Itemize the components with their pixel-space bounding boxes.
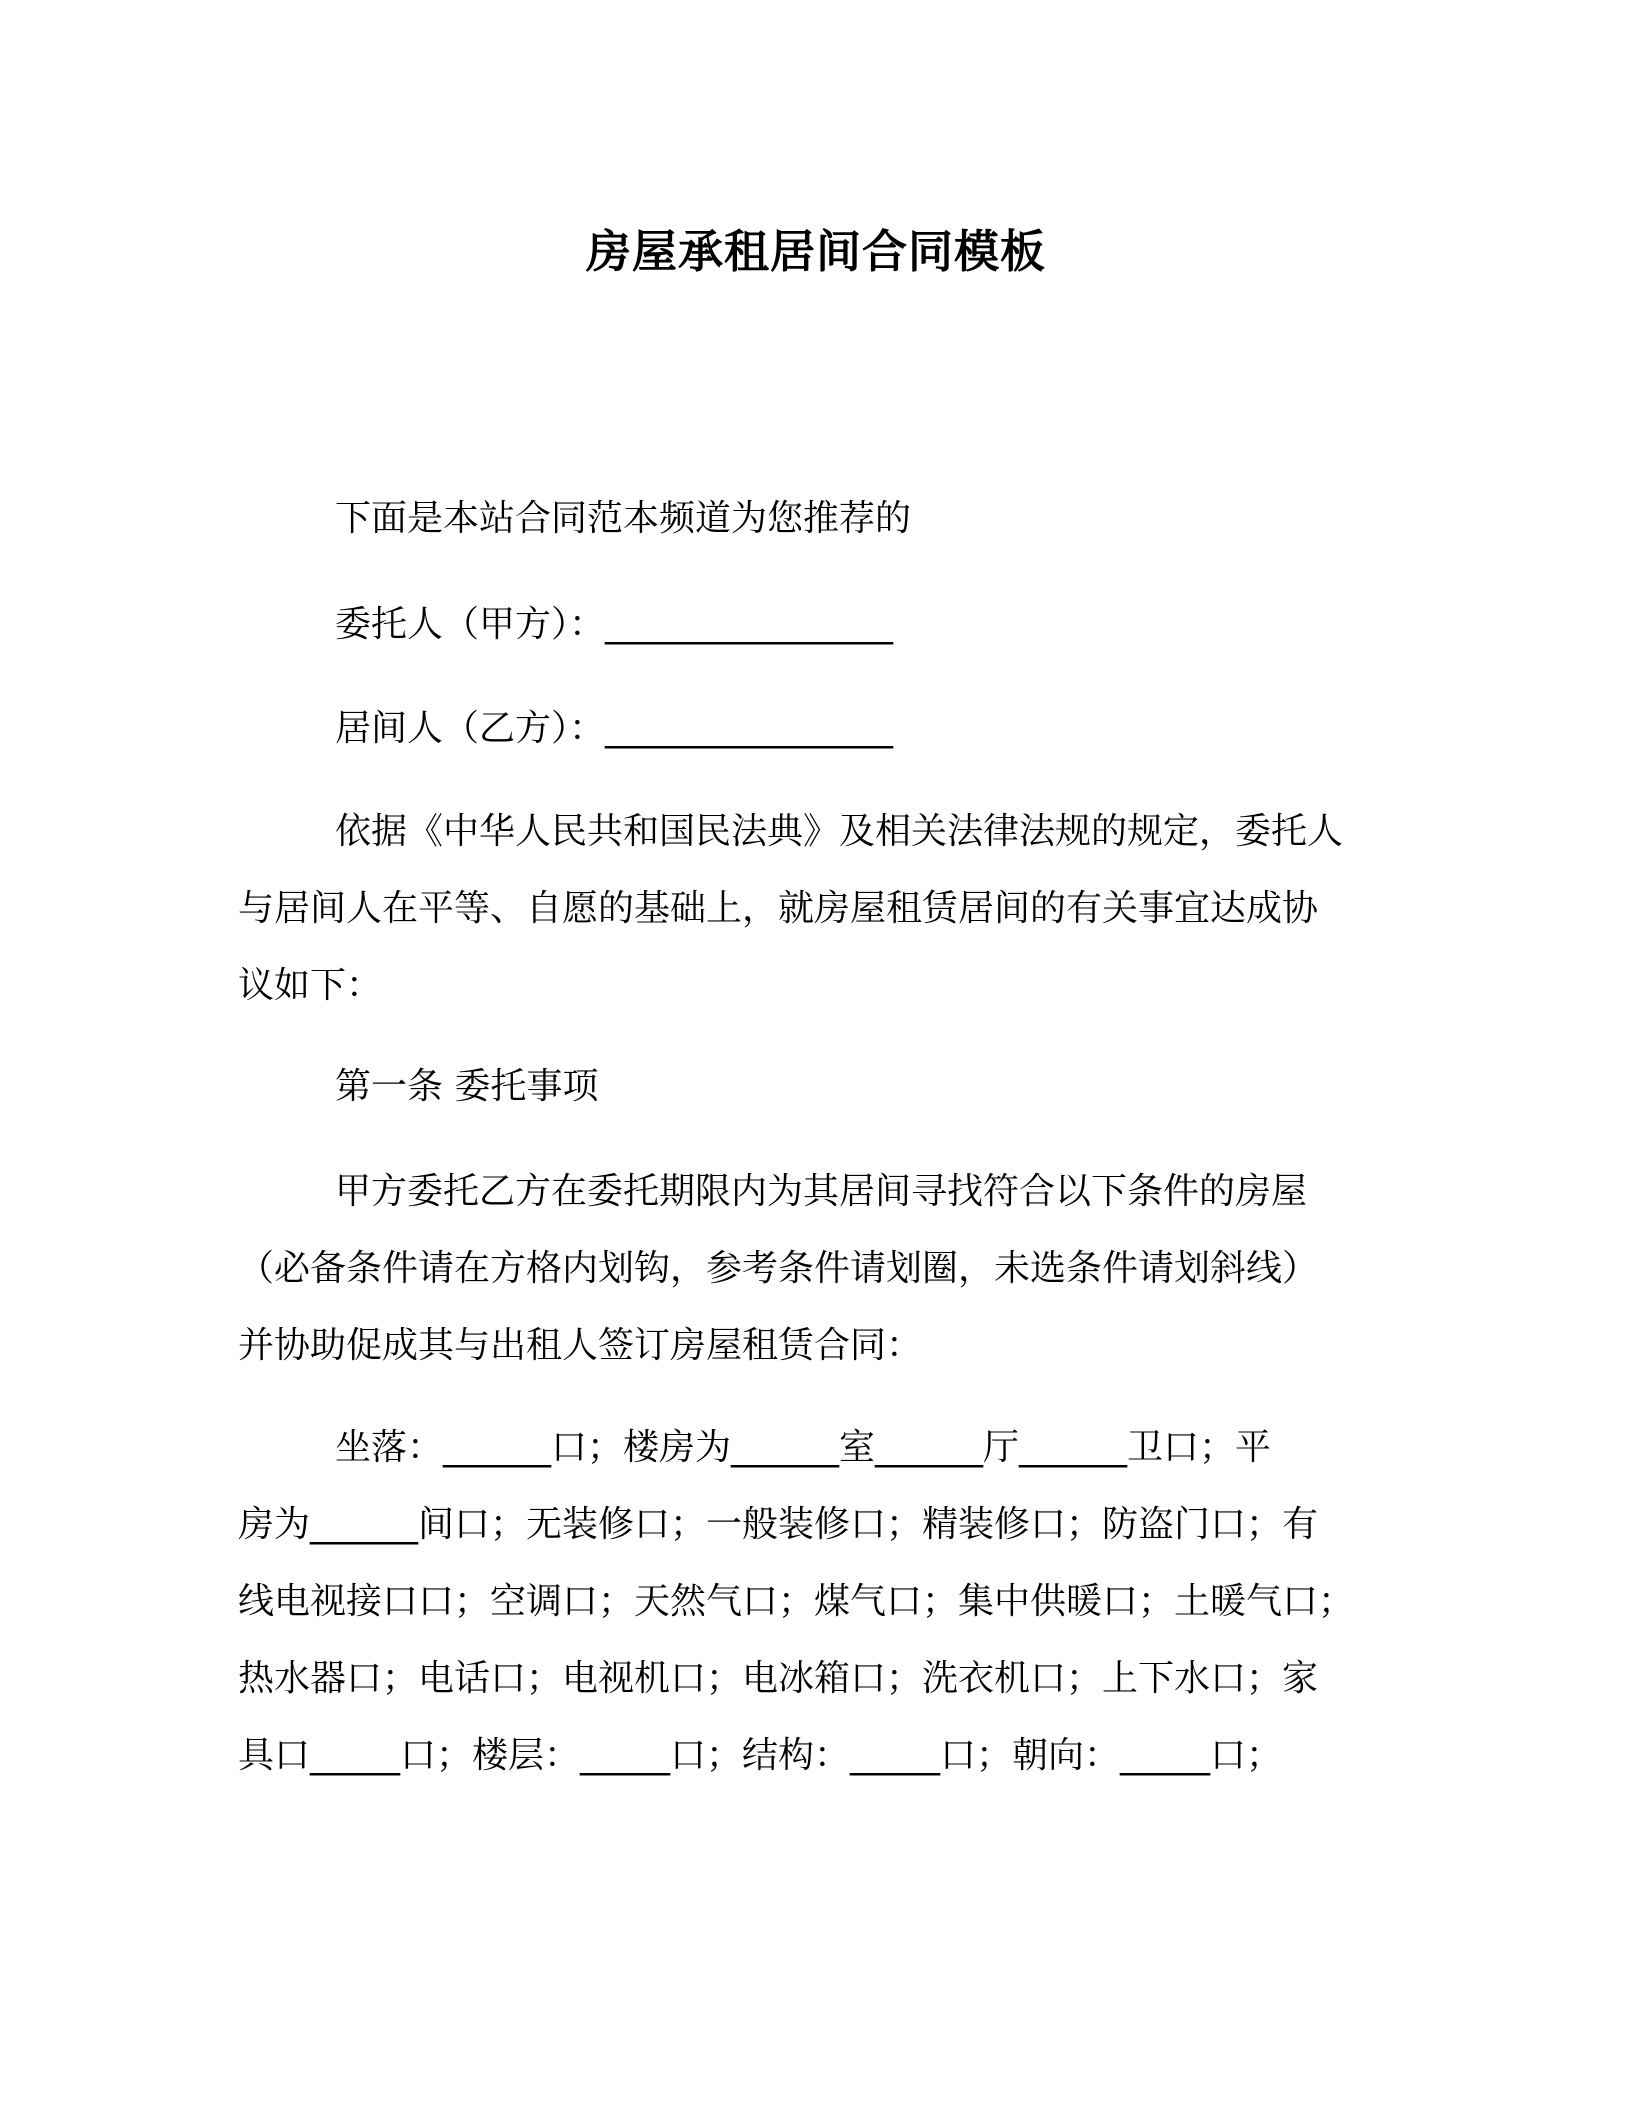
conditions-line: 具口_____口；楼层：_____口；结构：_____口；朝向：_____口； xyxy=(238,1735,1283,1776)
conditions-line: 线电视接口口；空调口；天然气口；煤气口；集中供暖口；土暖气口； xyxy=(238,1581,1355,1622)
party-a-line: 委托人（甲方）：________________ xyxy=(335,604,894,645)
preamble-paragraph xyxy=(238,793,1388,1024)
preamble-line: 依据《中华人民共和国民法典》及相关法律法规的规定，委托人 xyxy=(335,811,1344,852)
article-1-heading-block xyxy=(238,1048,1388,1125)
conditions-line: 房为______间口；无装修口；一般装修口；精装修口；防盗门口；有 xyxy=(238,1504,1319,1545)
party-b-line: 居间人（乙方）：________________ xyxy=(335,708,894,749)
document-title: 房屋承租居间合同模板 xyxy=(585,225,1046,278)
article-1-line: 甲方委托乙方在委托期限内为其居间寻找符合以下条件的房屋 xyxy=(335,1171,1308,1212)
article-1-heading: 第一条 委托事项 xyxy=(335,1066,599,1107)
intro-block xyxy=(238,480,1388,557)
conditions-line: 坐落：______口；楼房为______室______厅______卫口；平 xyxy=(335,1427,1272,1468)
conditions-line: 热水器口；电话口；电视机口；电冰箱口；洗衣机口；上下水口；家 xyxy=(238,1658,1319,1699)
party-a-block xyxy=(238,586,1388,663)
preamble-line: 与居间人在平等、自愿的基础上，就房屋租赁居间的有关事宜达成协 xyxy=(238,888,1319,929)
article-1-line: （必备条件请在方格内划钩，参考条件请划圈，未选条件请划斜线） xyxy=(238,1248,1319,1289)
article-1-paragraph xyxy=(238,1153,1388,1384)
conditions-paragraph xyxy=(238,1409,1388,1794)
preamble-line: 议如下： xyxy=(238,965,383,1006)
article-1-line: 并协助促成其与出租人签订房屋租赁合同： xyxy=(238,1325,923,1366)
intro-text: 下面是本站合同范本频道为您推荐的 xyxy=(335,498,912,539)
party-b-block xyxy=(238,690,1388,767)
